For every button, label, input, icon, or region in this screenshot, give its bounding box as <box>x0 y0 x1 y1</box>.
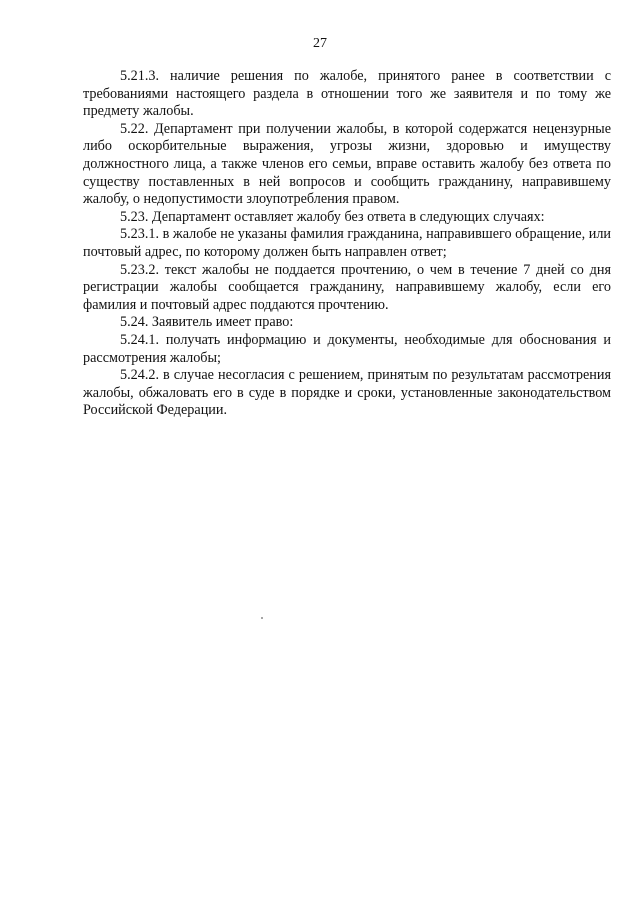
paragraph-5-23-1: 5.23.1. в жалобе не указаны фамилия гражданина, направившего обращение, или почтовый адрес, по которому должен быть направлен ответ; <box>83 226 611 260</box>
paragraph-5-23: 5.23. Департамент оставляет жалобу без ответа в следующих случаях: <box>120 208 545 225</box>
page-number: 27 <box>313 36 327 51</box>
paragraph-5-22: 5.22. Департамент при получении жалобы, в которой содержатся нецензурные либо оскорбительные выражения, угрозы жизни, здоровью и имуществу должностного лица, а также членов его семьи, вправе оставить жалобу без ответа по существу поставленных в ней вопросов и сообщить гражданину, направившему жалобу, о недопустимости злоупотребления правом. <box>83 120 611 208</box>
paragraph-5-23-2: 5.23.2. текст жалобы не поддается прочтению, о чем в течение 7 дней со дня регистрации жалобы сообщается гражданину, направившему жалобу, если его фамилия и почтовый адрес поддаются прочтению. <box>83 261 611 313</box>
paragraph-5-24: 5.24. Заявитель имеет право: <box>120 314 294 331</box>
paragraph-5-21-3: 5.21.3. наличие решения по жалобе, принятого ранее в соответствии с требованиями настоящего раздела в отношении того же заявителя и по тому же предмету жалобы. <box>83 68 611 120</box>
scan-speck <box>261 617 263 619</box>
paragraph-5-24-2: 5.24.2. в случае несогласия с решением, принятым по результатам рассмотрения жалобы, обжаловать его в суде в порядке и сроки, установленные законодательством Российской Федерации. <box>83 367 611 419</box>
paragraph-5-24-1: 5.24.1. получать информацию и документы, необходимые для обоснования и рассмотрения жалобы; <box>83 331 611 366</box>
document-body <box>83 68 611 420</box>
